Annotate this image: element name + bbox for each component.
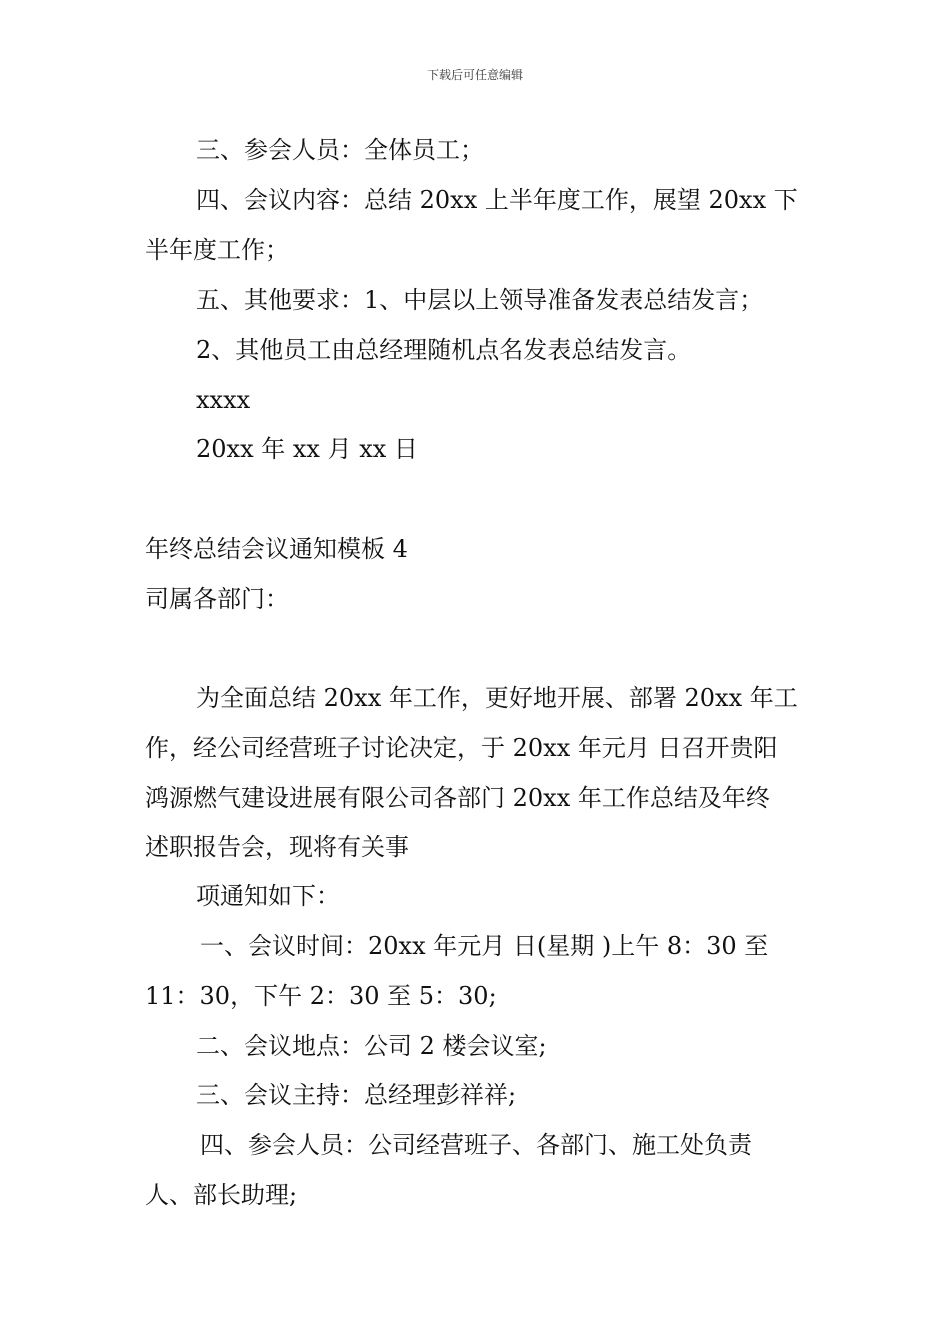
text-line: 四、参会人员：公司经营班子、各部门、施工处负责 (200, 1131, 752, 1159)
text-line: 二、会议地点：公司 2 楼会议室; (196, 1032, 547, 1060)
signature-date: 20xx 年 xx 月 xx 日 (196, 435, 418, 463)
text-line: 四、会议内容：总结 20xx 上半年度工作，展望 20xx 下 (196, 186, 798, 214)
text-line: 五、其他要求：1、中层以上领导准备发表总结发言； (196, 286, 764, 314)
text-line: 人、部长助理; (145, 1181, 298, 1209)
text-line: 11：30，下午 2：30 至 5：30; (145, 982, 497, 1010)
text-line: 三、会议主持：总经理彭祥祥; (196, 1081, 517, 1109)
text-line: 为全面总结 20xx 年工作，更好地开展、部署 20xx 年工 (196, 684, 798, 712)
text-line: 鸿源燃气建设进展有限公司各部门 20xx 年工作总结及年终 (145, 784, 770, 812)
page-header-note: 下载后可任意编辑 (426, 68, 523, 82)
text-line: 三、参会人员：全体员工； (196, 136, 484, 164)
text-line: 一、会议时间：20xx 年元月 日(星期 )上午 8：30 至 (200, 932, 769, 960)
text-line: 半年度工作； (145, 236, 289, 264)
text-line: 作，经公司经营班子讨论决定，于 20xx 年元月 日召开贵阳 (145, 734, 778, 762)
text-line: 项通知如下： (196, 882, 340, 910)
text-line: 述职报告会，现将有关事 (145, 833, 409, 861)
section-title: 年终总结会议通知模板 4 (145, 535, 408, 563)
signature-name: xxxx (196, 386, 251, 414)
text-line: 2、其他员工由总经理随机点名发表总结发言。 (196, 336, 692, 364)
salutation: 司属各部门： (145, 585, 289, 613)
